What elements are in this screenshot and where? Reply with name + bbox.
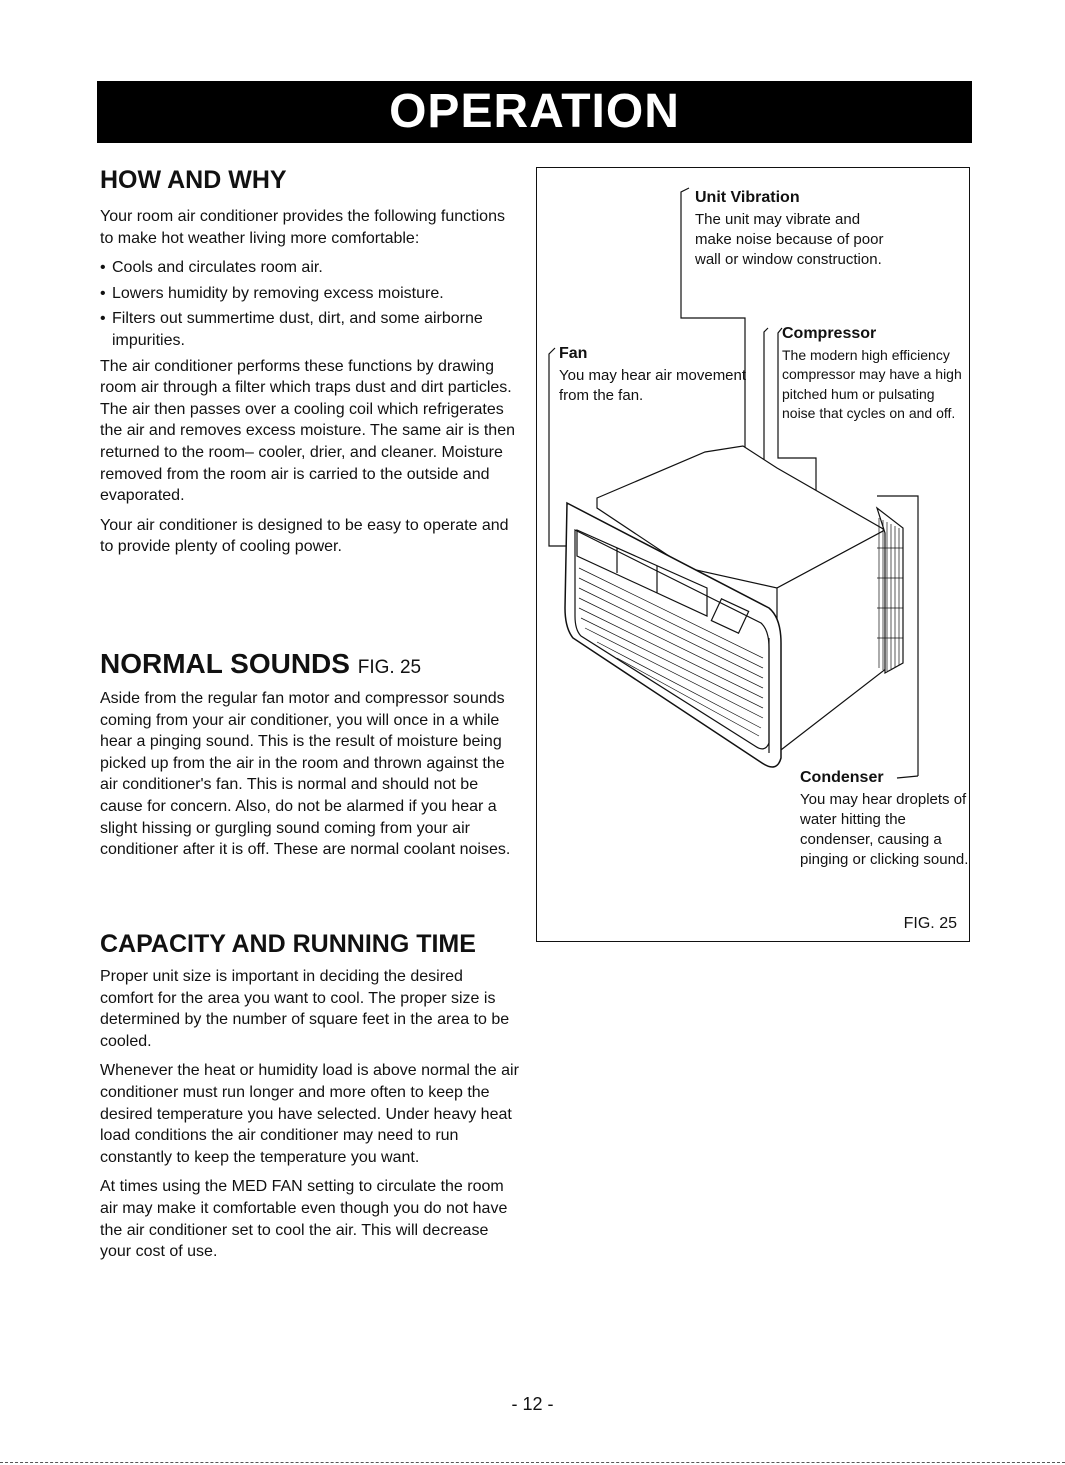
- bottom-divider: [0, 1462, 1065, 1463]
- how-paragraph: The air conditioner performs these functions by drawing room air through a filter which traps dust and dirt particles. The air then passes over a cooling coil which refrigerates the air and removes excess moisture. The same air is then returned to the room– cooler, drier, and cleaner. Moisture removed from the room air is carried to the outside and evaporated.: [100, 357, 515, 505]
- compressor-title: Compressor: [782, 325, 877, 342]
- unit-vibration-text: The unit may vibrate and make noise because of poor wall or window construction.: [695, 211, 884, 268]
- unit-vibration-title: Unit Vibration: [695, 189, 800, 206]
- capacity-paragraph: At times using the MED FAN setting to circulate the room air may make it comfortable even though you do not have the air conditioner set to cool the air. This will decrease your cost of use.: [100, 1178, 508, 1261]
- capacity-section: [100, 966, 520, 1271]
- page-title-banner: OPERATION: [97, 81, 972, 143]
- compressor-label: [782, 324, 967, 424]
- capacity-paragraph: Proper unit size is important in deciding the desired comfort for the area you want to cool. The proper size is determined by the number of square feet in the area to be cooled.: [100, 968, 510, 1050]
- how-bullet-list: [100, 257, 520, 351]
- bullet-item: • Filters out summertime dust, dirt, and some airborne impurities.: [100, 308, 520, 351]
- fan-label: [559, 344, 749, 406]
- fan-title: Fan: [559, 345, 588, 362]
- compressor-text: The modern high efficiency compressor may have a high pitched hum or pulsating noise that cycles on and off.: [782, 346, 962, 421]
- bullet-item: • Lowers humidity by removing excess moisture.: [100, 283, 520, 305]
- figure-25-box: [536, 167, 970, 942]
- normal-sounds-paragraph: Aside from the regular fan motor and compressor sounds coming from your air conditioner, you will once in a while hear a pinging sound. This is the result of moisture being picked up from the air in the room and thrown against the air conditioner's fan. This is normal and should not be cause for concern. Also, do not be alarmed if you hear a slight hissing or gurgling sound coming from your air conditioner after it is off. These are normal coolant noises.: [100, 690, 511, 859]
- unit-vibration-label: [695, 188, 895, 270]
- bullet-item: • Cools and circulates room air.: [100, 257, 520, 279]
- fan-text: You may hear air movement from the fan.: [559, 367, 747, 404]
- how-paragraph: Your air conditioner is designed to be easy to operate and to provide plenty of cooling power.: [100, 516, 509, 556]
- normal-sounds-heading: [100, 648, 421, 680]
- condenser-title: Condenser: [800, 769, 884, 786]
- condenser-label: [800, 768, 970, 870]
- how-and-why-heading: HOW AND WHY: [100, 166, 287, 194]
- condenser-text: You may hear droplets of water hitting the condenser, causing a pinging or clicking sound.: [800, 791, 969, 868]
- capacity-heading: CAPACITY AND RUNNING TIME: [100, 930, 476, 958]
- normal-sounds-section: [100, 688, 520, 869]
- page-number: - 12 -: [511, 1394, 554, 1414]
- how-and-why-section: [100, 206, 520, 566]
- fig-reference: FIG. 25: [357, 657, 422, 678]
- normal-sounds-title: NORMAL SOUNDS: [100, 648, 350, 679]
- figure-caption: FIG. 25: [903, 915, 957, 932]
- capacity-paragraph: Whenever the heat or humidity load is above normal the air conditioner must run longer and more often to keep the desired temperature you have selected. Under heavy heat load conditions the air conditioner may need to run constantly to keep the temperature you want.: [100, 1062, 519, 1166]
- how-intro: Your room air conditioner provides the following functions to make hot weather living more comfortable:: [100, 208, 505, 247]
